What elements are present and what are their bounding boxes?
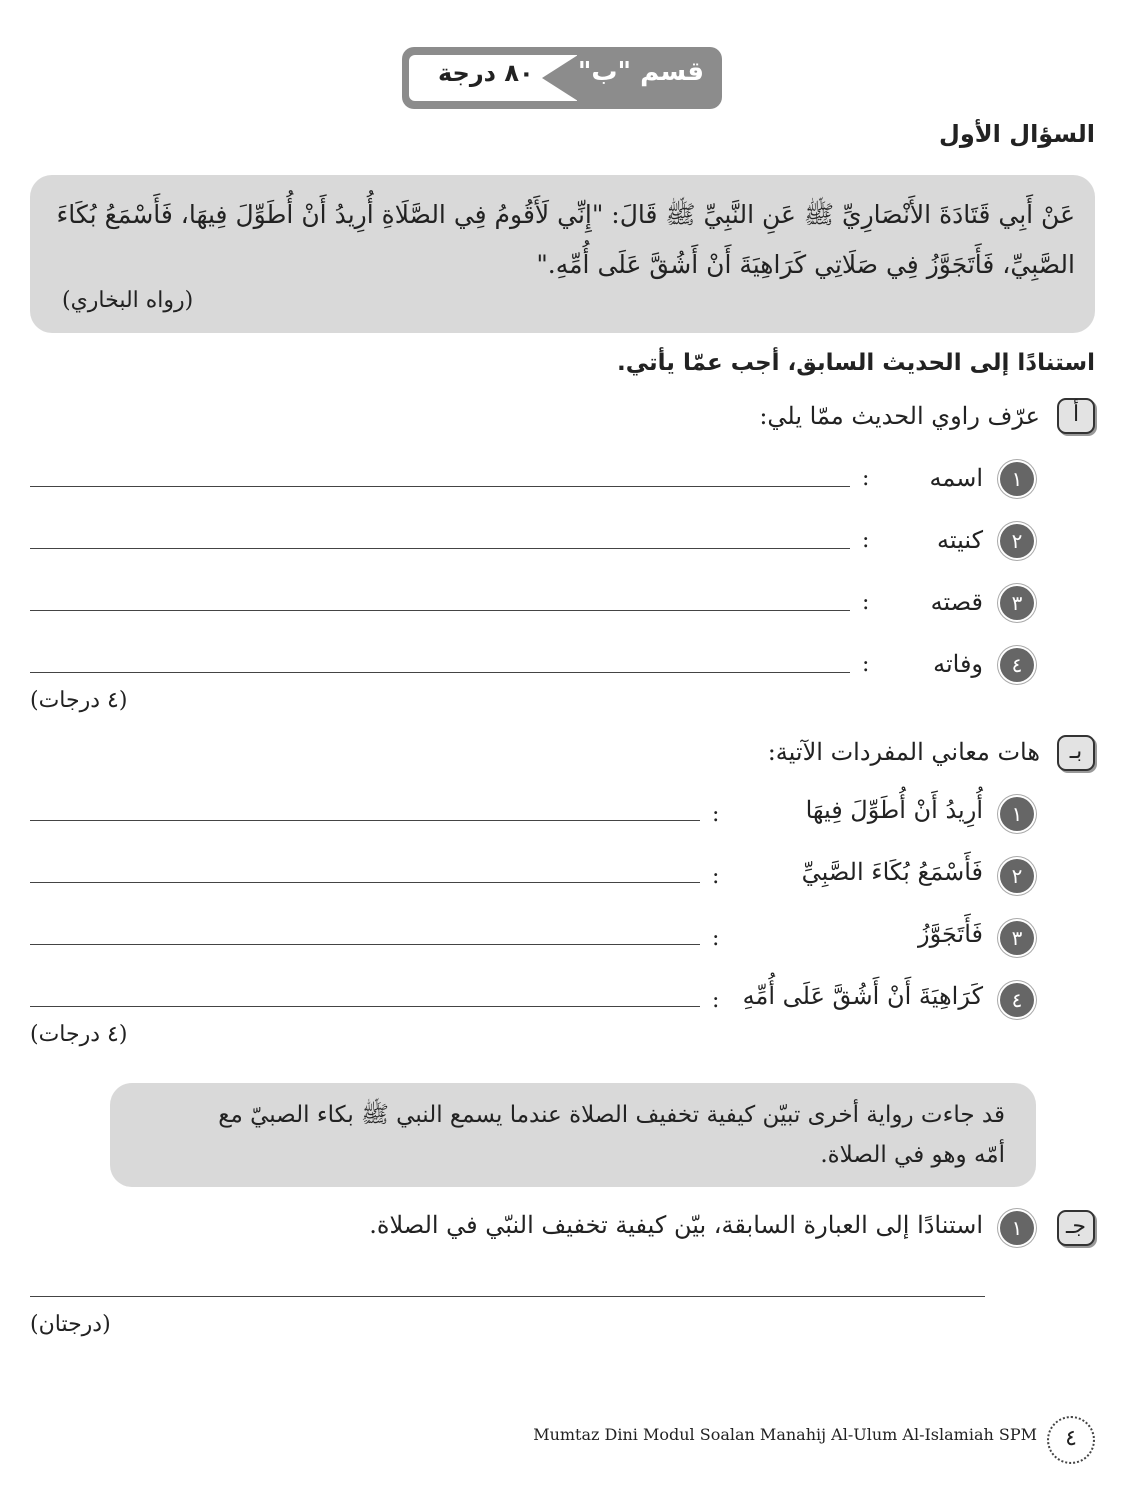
question-title: السؤال الأول: [939, 120, 1095, 148]
colon: :: [862, 652, 870, 677]
info-line-1: قد جاءت رواية أخرى تبيّن كيفية تخفيف الصلاة عندما يسمع النبي ﷺ بكاء الصبيّ مع: [218, 1102, 1005, 1128]
page-number: ٤: [1047, 1416, 1095, 1464]
answer-line[interactable]: [30, 486, 850, 487]
info-text: [125, 1095, 1005, 1175]
part-a-item-label: كنيته: [936, 526, 983, 554]
footer-text: Mumtaz Dini Modul Soalan Manahij Al-Ulum Al-Islamiah SPM: [533, 1425, 1037, 1444]
part-a-item-label: وفاته: [933, 650, 983, 678]
part-b-item-label: كَرَاهِيَةَ أَنْ أَشُقَّ عَلَى أُمِّهِ: [742, 982, 983, 1010]
part-c-item-number: ١: [1000, 1211, 1034, 1245]
answer-line[interactable]: [30, 1296, 985, 1297]
section-header-tag: [402, 47, 722, 109]
colon: :: [712, 864, 720, 889]
part-a-item-label: اسمه: [929, 464, 983, 492]
answer-line[interactable]: [30, 548, 850, 549]
part-c-prompt: استنادًا إلى العبارة السابقة، بيّن كيفية تخفيف النبّي في الصلاة.: [369, 1211, 983, 1239]
instruction: استنادًا إلى الحديث السابق، أجب عمّا يأتي.: [617, 350, 1095, 376]
hadith-line-1: عَنْ أَبِي قَتَادَةَ الأَنْصَارِيِّ ﷺ عَنِ النَّبِيِّ ﷺ قَالَ: "إِنِّي لَأَقُومُ فِي الصَّلَاةِ أُرِيدُ أَنْ أُطَوِّلَ فِيهَا، فَأَسْمَعُ بُكَاءَ: [56, 200, 1075, 229]
colon: :: [862, 466, 870, 491]
part-b-item-label: فَأَتَجَوَّزُ: [918, 920, 983, 948]
hadith-text: [45, 190, 1075, 290]
part-a-item-number: ٣: [1000, 586, 1034, 620]
part-b-item-number: ٢: [1000, 859, 1034, 893]
part-a-marks: (٤ درجات): [30, 688, 128, 713]
answer-line[interactable]: [30, 820, 700, 821]
part-a-item-number: ٢: [1000, 524, 1034, 558]
part-b-letter: بـ: [1057, 735, 1095, 771]
part-b-marks: (٤ درجات): [30, 1022, 128, 1047]
section-marks: ٨٠ درجة: [438, 59, 534, 87]
part-b-item-number: ١: [1000, 797, 1034, 831]
part-b-item-label: أُرِيدُ أَنْ أُطَوِّلَ فِيهَا: [805, 796, 983, 824]
part-b-prompt: هات معاني المفردات الآتية:: [767, 738, 1040, 766]
part-b-item-label: فَأَسْمَعُ بُكَاءَ الصَّبِيِّ: [801, 858, 983, 886]
answer-line[interactable]: [30, 1006, 700, 1007]
part-a-letter: أ: [1057, 398, 1095, 434]
arrow-left-icon: [542, 55, 578, 101]
part-a-item-label: قصته: [930, 588, 983, 616]
colon: :: [712, 802, 720, 827]
colon: :: [862, 528, 870, 553]
part-b-item-number: ٣: [1000, 921, 1034, 955]
info-line-2: أمّه وهو في الصلاة.: [820, 1142, 1005, 1168]
colon: :: [712, 926, 720, 951]
colon: :: [862, 590, 870, 615]
answer-line[interactable]: [30, 672, 850, 673]
answer-line[interactable]: [30, 882, 700, 883]
hadith-source: (رواه البخاري): [62, 288, 194, 313]
colon: :: [712, 988, 720, 1013]
answer-line[interactable]: [30, 610, 850, 611]
answer-line[interactable]: [30, 944, 700, 945]
part-c-letter: جـ: [1057, 1210, 1095, 1246]
hadith-line-2: الصَّبِيِّ، فَأَتَجَوَّزُ فِي صَلَاتِي كَرَاهِيَةَ أَنْ أَشُقَّ عَلَى أُمِّهِ.": [536, 250, 1075, 279]
part-b-item-number: ٤: [1000, 983, 1034, 1017]
section-label: قسم "ب": [577, 57, 704, 87]
part-a-prompt: عرّف راوي الحديث ممّا يلي:: [759, 402, 1040, 430]
part-c-marks: (درجتان): [30, 1312, 111, 1337]
part-a-item-number: ١: [1000, 462, 1034, 496]
part-a-item-number: ٤: [1000, 648, 1034, 682]
